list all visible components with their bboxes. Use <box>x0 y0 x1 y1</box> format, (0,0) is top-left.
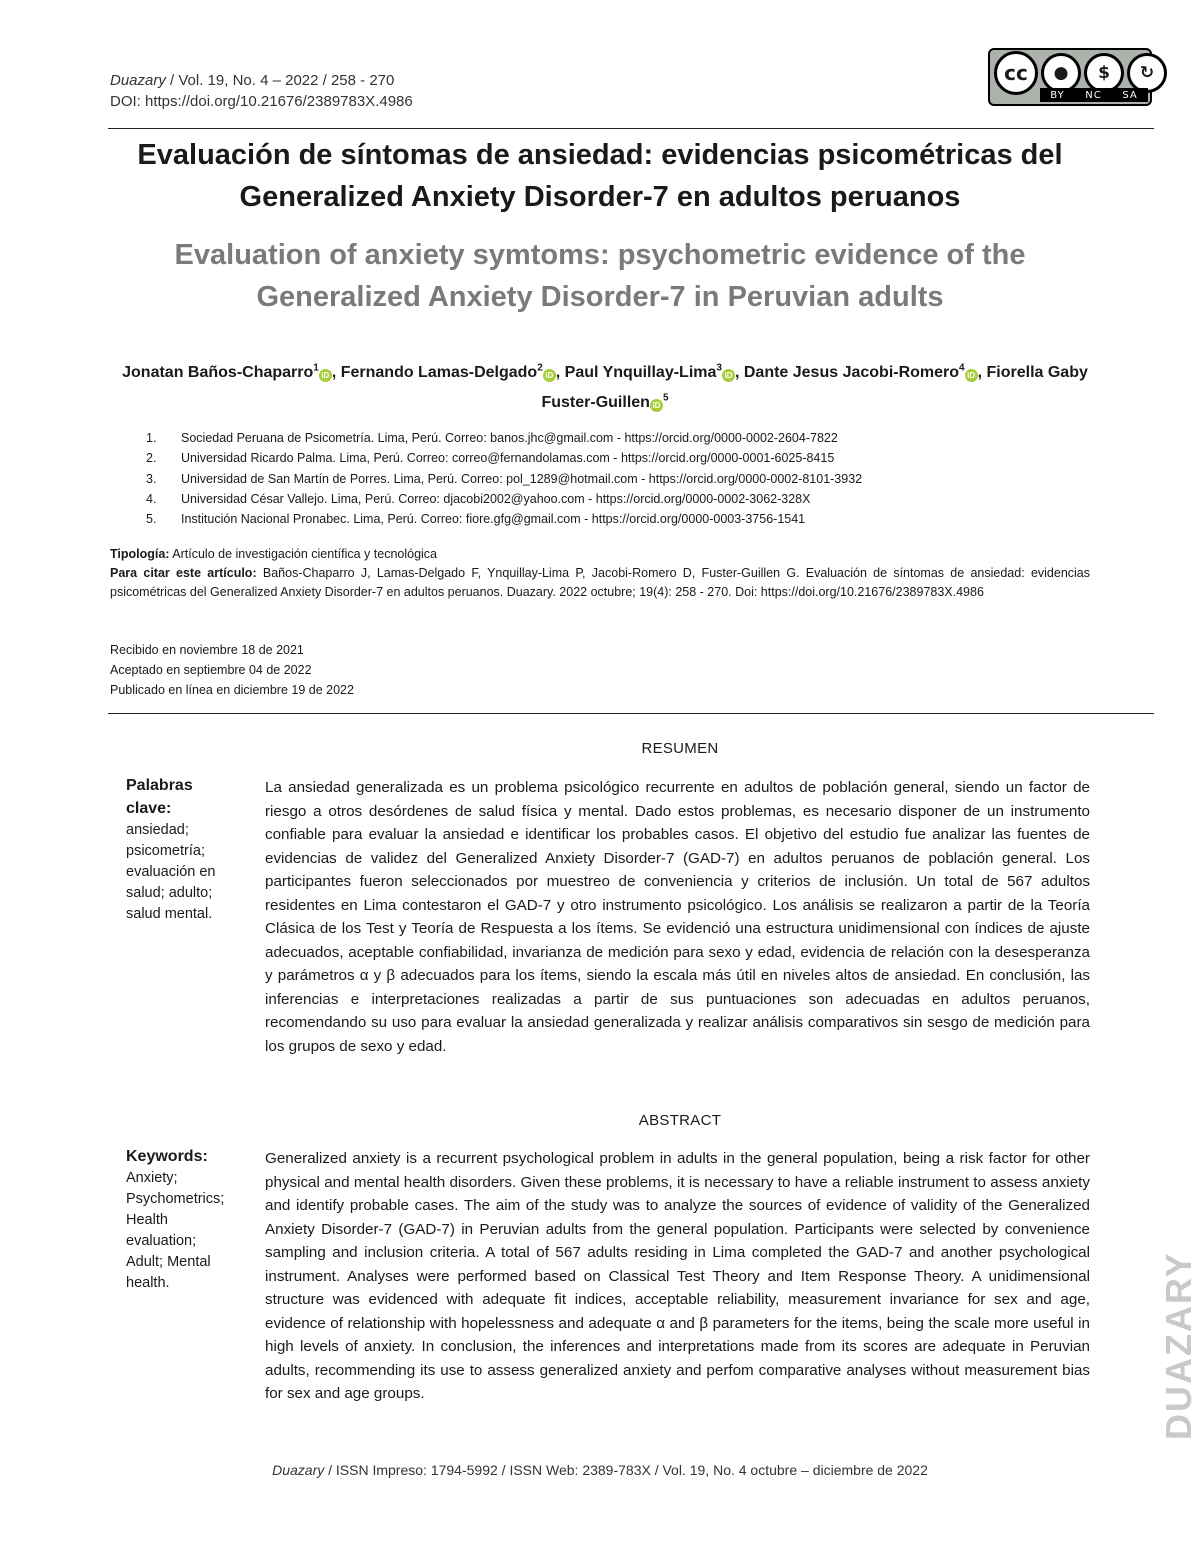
license-by-label: BY <box>1050 89 1065 101</box>
header-divider <box>108 128 1154 129</box>
accepted-date: Aceptado en septiembre 04 de 2022 <box>110 663 312 677</box>
published-date: Publicado en línea en diciembre 19 de 2022 <box>110 683 354 697</box>
page-footer <box>0 1462 1200 1478</box>
affiliation-list <box>146 428 862 529</box>
orcid-icon[interactable]: iD <box>722 369 735 382</box>
cc-license-badge[interactable] <box>988 48 1155 106</box>
orcid-icon[interactable]: iD <box>543 369 556 382</box>
license-labels <box>1040 88 1148 102</box>
keywords-list: Anxiety; Psychometrics; Health evaluation; Adult; Mental health. <box>126 1170 225 1291</box>
license-nc-label: NC <box>1085 89 1102 101</box>
affiliation-item: 3. Universidad de San Martín de Porres. Lima, Perú. Correo: pol_1289@hotmail.com - https://orcid.org/0000-0002-8101-3932 <box>146 471 863 486</box>
meta-divider <box>108 713 1154 714</box>
palabras-clave-list: ansiedad; psicometría; evaluación en salud; adulto; salud mental. <box>126 822 216 922</box>
palabras-clave-title: Palabras clave: <box>126 777 193 817</box>
author: Fiorella Gaby Fuster-Guillen $iD^5$ <box>541 364 1088 411</box>
orcid-icon[interactable]: iD <box>319 369 332 382</box>
journal-name: Duazary <box>110 72 166 89</box>
doi-line[interactable]: DOI: https://doi.org/10.21676/2389783X.4986 <box>110 93 413 110</box>
footer-text: / ISSN Impreso: 1794-5992 / ISSN Web: 2389-783X / Vol. 19, No. 4 octubre – diciembre de 2022 <box>324 1462 928 1478</box>
journal-citation-line <box>110 70 413 91</box>
affiliation-item: 5. Institución Nacional Pronabec. Lima, Perú. Correo: fiore.gfg@gmail.com - https://orcid.org/0000-0003-3756-1541 <box>146 512 806 527</box>
author: Jonatan Baños-Chaparro$^1$iD , <box>122 363 341 382</box>
nc-noncommercial-icon: $ <box>1084 53 1124 93</box>
duazary-watermark: DUAZARY <box>1158 1251 1199 1440</box>
typology: Tipología: Artículo de investigación científica y tecnológica <box>110 547 438 561</box>
journal-header <box>110 70 413 112</box>
orcid-icon[interactable]: iD <box>965 369 978 382</box>
resumen-text: La ansiedad generalizada es un problema psicológico recurrente en adultos de población general, siendo un factor de riesgo a otros desórdenes de salud física y mental. Dado estos problemas, es necesario disponer de un instrumento confiable para evaluar la ansiedad e identificar los probables casos. El objetivo del estudio fue analizar las fuentes de evidencias de validez del Generalized Anxiety Disorder-7 (GAD-7) en adultos peruanos de población general. Los participantes fueron seleccionados por muestreo de conveniencia y criterios de inclusión. Un total de 567 adultos residentes en Lima contestaron el GAD-7 y otro instrumento psicológico. Los análisis se realizaron a partir de la Teoría Clásica de los Test y Teoría de Respuesta a los ítems. Se evidenció una estructura unidimensional con índices de ajuste adecuados, aceptable confiabilidad, invarianza de medición para sexo y edad, evidencia de relación con la desesperanza y parámetros α y β adecuados para los ítems, siendo la escala más útil en niveles altos de ansiedad. En conclusión, las inferencias e interpretaciones realizadas a partir de sus puntuaciones son adecuadas en adultos peruanos, recomendando su uso para evaluar la ansiedad generalizada y realizar análisis comparativos sin sesgo de medición para los grupos de sexo y edad. <box>265 779 1090 1055</box>
author: Dante Jesus Jacobi-Romero$^4$iD , <box>743 363 987 382</box>
keywords-title: Keywords: <box>126 1148 208 1165</box>
by-attribution-icon: ● <box>1041 53 1081 93</box>
abstract-text: Generalized anxiety is a recurrent psychological problem in adults in the general population, being a risk factor for other physical and mental health disorders. Given these problems, it is necessary to have a reliable instrument to assess anxiety and identify probable cases. The aim of the study was to analyze the sources of evidence of validity of the Generalized Anxiety Disorder-7 (GAD-7) in Peruvian adults from the general population. Participants were selected by convenience sampling and inclusion criteria. A total of 567 adults residing in Lima completed the GAD-7 and another psychological instrument. Analyses were performed based on Classical Test Theory and Item Response Theory. A unidimensional structure was evidenced with adequate fit indices, acceptable reliability, measurement invariance for sex and age, evidence of relationship with hopelessness and adequate α and β parameters for the items, being the scale more useful in high levels of anxiety. In conclusion, the inferences and interpretations made from its scores are adequate in Peruvian adults, recommending its use to assess generalized anxiety and perfom comparative analyses without measurement bias for sex and age groups. <box>265 1150 1090 1402</box>
volume-info: / Vol. 19, No. 4 – 2022 / 258 - 270 <box>165 72 395 89</box>
license-sa-label: SA <box>1122 89 1138 101</box>
footer-journal: Duazary <box>272 1462 325 1478</box>
author-list <box>110 356 1100 415</box>
affiliation-item: 4. Universidad César Vallejo. Lima, Perú. Correo: djacobi2002@yahoo.com - https://orcid.org/0000-0002-3062-328X <box>146 491 811 506</box>
author: Paul Ynquillay-Lima$^3$iD , <box>564 363 744 382</box>
citation: Para citar este artículo: Baños-Chaparro J, Lamas-Delgado F, Ynquillay-Lima P, Jacobi-Romero D, Fuster-Guillen G. Evaluación de síntomas de ansiedad: evidencias psicométricas del Generalized Anxiety Disorder-7 en adultos peruanos. Duazary. 2022 octubre; 19(4): 258 - 270. Doi: https://doi.org/10.21676/2389783X.4986 <box>110 566 1091 599</box>
article-meta <box>110 545 1090 602</box>
received-date: Recibido en noviembre 18 de 2021 <box>110 643 304 657</box>
palabras-clave <box>126 774 236 925</box>
resumen-heading: RESUMEN <box>641 740 719 757</box>
affiliation-item: 2. Universidad Ricardo Palma. Lima, Perú. Correo: correo@fernandolamas.com - https://orcid.org/0000-0001-6025-8415 <box>146 451 835 466</box>
abstract-heading: ABSTRACT <box>638 1112 722 1129</box>
author: Fernando Lamas-Delgado$^2$iD , <box>340 363 565 382</box>
keywords <box>126 1145 236 1294</box>
article-dates <box>110 640 354 700</box>
title-english: Evaluation of anxiety symtoms: psychometric evidence of the Generalized Anxiety Disorder-7 in Peruvian adults <box>174 239 1026 313</box>
cc-icon: cc <box>994 51 1038 95</box>
title-spanish: Evaluación de síntomas de ansiedad: evidencias psicométricas del Generalized Anxiety Disorder-7 en adultos peruanos <box>137 139 1063 213</box>
orcid-icon[interactable]: iD <box>650 399 663 412</box>
affiliation-item: 1. Sociedad Peruana de Psicometría. Lima, Perú. Correo: banos.jhc@gmail.com - https://orcid.org/0000-0002-2604-7822 <box>146 431 838 445</box>
sa-sharealike-icon: ↻ <box>1127 53 1167 93</box>
